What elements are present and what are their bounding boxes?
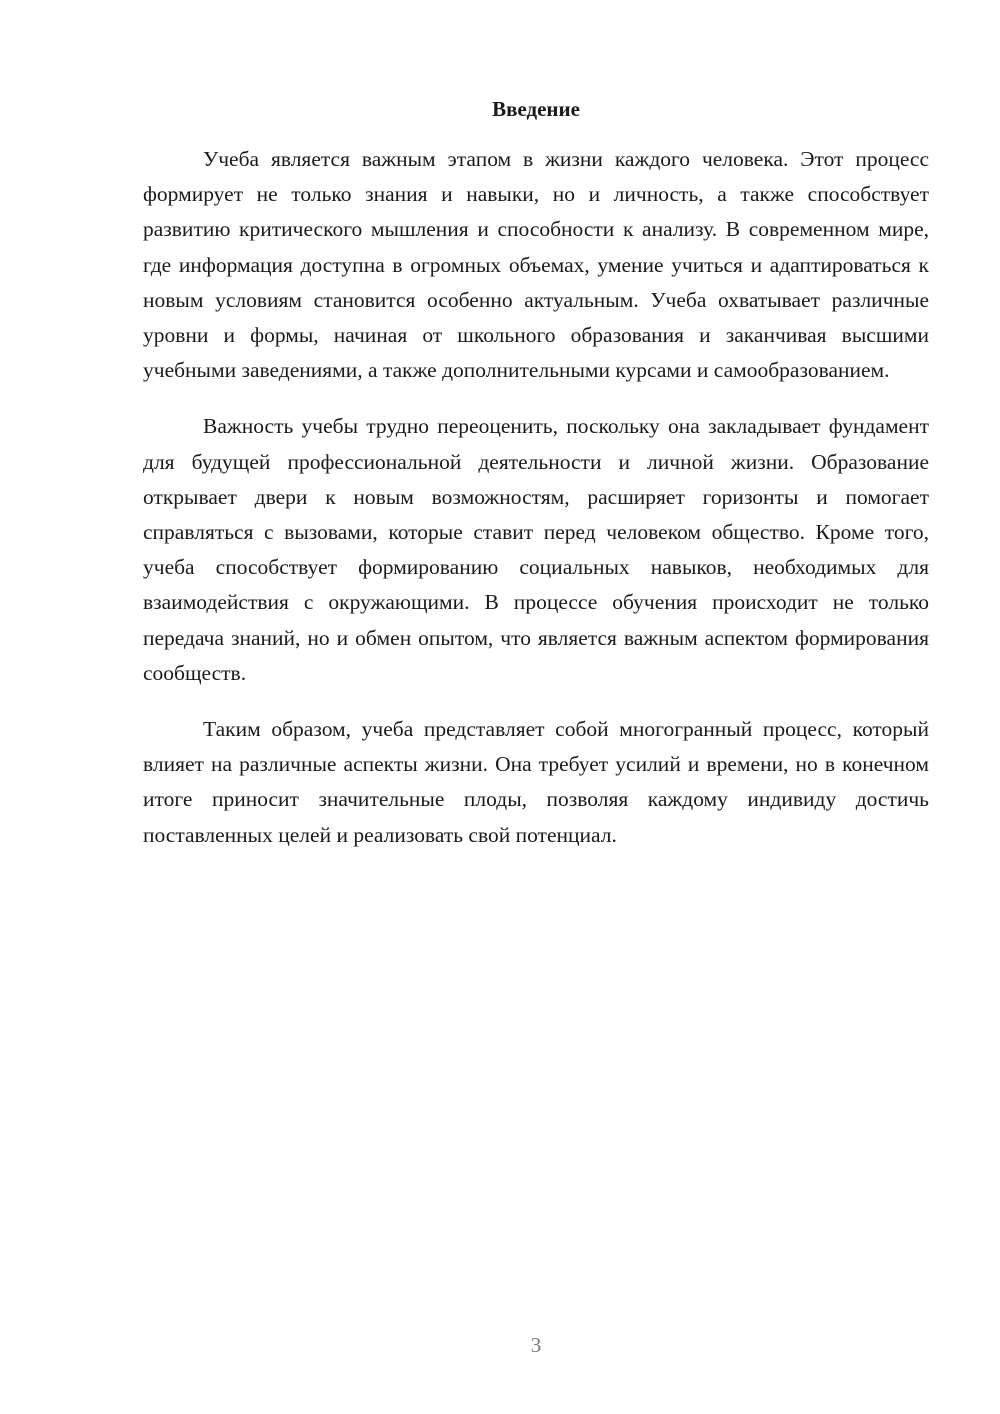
page-number: 3 — [530, 1333, 542, 1357]
paragraph: Важность учебы трудно переоценить, поскольку она закладывает фундамент для будущей профессиональной деятельности и личной жизни. Образование открывает двери к новым возможностям, расширяет горизонты и помогает справляться с вызовами, которые ставит перед человеком общество. Кроме того, учеба способствует формированию социальных навыков, необходимых для взаимодействия с окружающими. В процессе обучения происходит не только передача знаний, но и обмен опытом, что является важным аспектом формирования сообществ. — [143, 414, 929, 685]
paragraph: Учеба является важным этапом в жизни каждого человека. Этот процесс формирует не только знания и навыки, но и личность, а также способствует развитию критического мышления и способности к анализу. В современном мире, где информация доступна в огромных объемах, умение учиться и адаптироваться к новым условиям становится особенно актуальным. Учеба охватывает различные уровни и формы, начиная от школьного образования и заканчивая высшими учебными заведениями, а также дополнительными курсами и самообразованием. — [143, 147, 929, 383]
section-heading: Введение — [492, 97, 580, 121]
document-body — [143, 142, 929, 874]
paragraph: Таким образом, учеба представляет собой многогранный процесс, который влияет на различные аспекты жизни. Она требует усилий и времени, но в конечном итоге приносит значительные плоды, позволяя каждому индивиду достичь поставленных целей и реализовать свой потенциал. — [143, 717, 929, 847]
